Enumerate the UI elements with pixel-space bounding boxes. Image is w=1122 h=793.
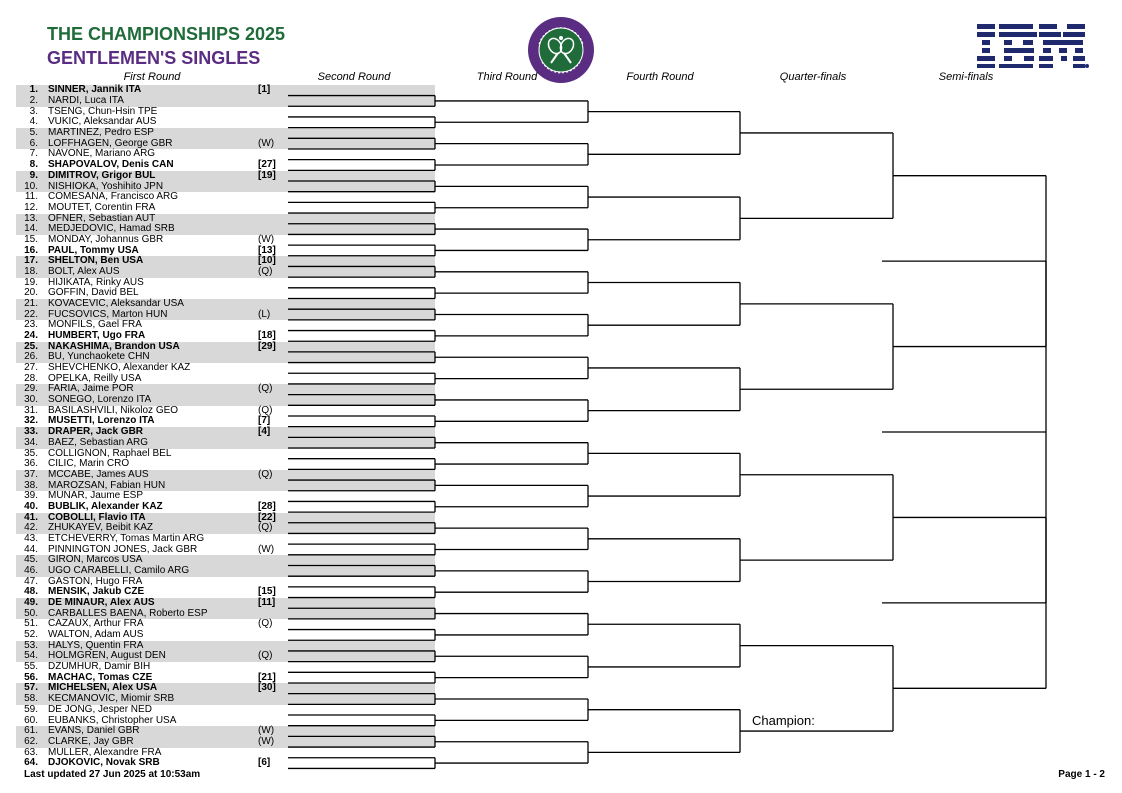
player-seed: (W) xyxy=(258,137,275,149)
ibm-logo-icon xyxy=(977,24,1089,68)
draw-position: 28. xyxy=(24,372,38,384)
draw-position: 36. xyxy=(24,458,38,470)
draw-position: 29. xyxy=(24,383,38,395)
draw-position: 14. xyxy=(24,223,38,235)
player-name: MUSETTI, Lorenzo ITA xyxy=(48,415,155,427)
player-name: MICHELSEN, Alex USA xyxy=(48,682,158,694)
draw-position: 16. xyxy=(24,244,38,256)
draw-position: 58. xyxy=(24,693,38,705)
player-name: DJOKOVIC, Novak SRB xyxy=(48,757,160,769)
player-name: CILIC, Marin CRO xyxy=(48,458,130,470)
draw-position: 30. xyxy=(24,394,38,406)
player-seed: [11] xyxy=(258,597,276,609)
player-name: BASILASHVILI, Nikoloz GEO xyxy=(48,404,179,416)
player-seed: [1] xyxy=(258,84,271,96)
player-name: NAVONE, Mariano ARG xyxy=(48,148,156,160)
draw-position: 54. xyxy=(24,650,38,662)
player-name: NARDI, Luca ITA xyxy=(48,95,124,107)
player-row xyxy=(16,171,435,182)
player-name: DE JONG, Jesper NED xyxy=(48,703,152,715)
player-seed: [18] xyxy=(258,330,276,342)
player-name: CARBALLES BAENA, Roberto ESP xyxy=(48,607,208,619)
player-name: TSENG, Chun-Hsin TPE xyxy=(48,105,158,117)
player-name: ZHUKAYEV, Beibit KAZ xyxy=(48,522,154,534)
draw-position: 37. xyxy=(24,468,38,480)
player-name: HALYS, Quentin FRA xyxy=(48,639,144,651)
draw-position: 1. xyxy=(29,84,38,96)
player-name: KECMANOVIC, Miomir SRB xyxy=(48,693,175,705)
player-seed: (Q) xyxy=(258,468,273,480)
draw-position: 43. xyxy=(24,532,38,544)
player-name: COBOLLI, Flavio ITA xyxy=(48,511,146,523)
draw-position: 27. xyxy=(24,362,38,374)
player-name: DRAPER, Jack GBR xyxy=(48,426,144,438)
player-name: UGO CARABELLI, Camilo ARG xyxy=(48,565,190,576)
draw-position: 60. xyxy=(24,714,38,726)
player-name: PINNINGTON JONES, Jack GBR xyxy=(48,543,198,555)
draw-position: 44. xyxy=(24,543,38,555)
draw-position: 31. xyxy=(24,404,38,416)
player-name: NAKASHIMA, Brandon USA xyxy=(48,340,180,352)
draw-position: 13. xyxy=(24,212,38,224)
player-name: MULLER, Alexandre FRA xyxy=(48,746,162,758)
player-row xyxy=(16,203,435,214)
player-row xyxy=(16,758,435,769)
player-name: SONEGO, Lorenzo ITA xyxy=(48,394,152,406)
round-header-quarterfinals: Quarter-finals xyxy=(779,71,847,83)
player-name: GIRON, Marcos USA xyxy=(48,554,143,566)
player-name: OFNER, Sebastian AUT xyxy=(48,212,156,224)
player-name: MENSIK, Jakub CZE xyxy=(48,586,145,598)
draw-position: 17. xyxy=(24,255,38,267)
player-name: DE MINAUR, Alex AUS xyxy=(48,597,155,609)
player-name: MAROZSAN, Fabian HUN xyxy=(48,479,166,491)
draw-position: 24. xyxy=(24,330,38,342)
draw-position: 46. xyxy=(24,565,38,576)
draw-position: 34. xyxy=(24,436,38,448)
draw-position: 38. xyxy=(24,479,38,491)
draw-position: 8. xyxy=(29,159,38,171)
player-seed: [19] xyxy=(258,169,276,181)
player-seed: [22] xyxy=(258,511,276,523)
draw-position: 59. xyxy=(24,703,38,715)
player-name: SHEVCHENKO, Alexander KAZ xyxy=(48,362,191,374)
draw-position: 25. xyxy=(24,340,38,352)
draw-position: 62. xyxy=(24,735,38,747)
player-row xyxy=(16,470,435,481)
draw-position: 35. xyxy=(24,447,38,459)
player-seed: [28] xyxy=(258,500,276,512)
player-seed: [15] xyxy=(258,586,276,598)
player-name: MUNAR, Jaume ESP xyxy=(48,490,144,502)
player-name: BOLT, Alex AUS xyxy=(48,265,120,277)
player-name: EUBANKS, Christopher USA xyxy=(48,714,177,726)
player-name: COMESANA, Francisco ARG xyxy=(48,191,179,203)
player-name: DZUMHUR, Damir BIH xyxy=(48,661,151,673)
draw-position: 20. xyxy=(24,287,38,299)
draw-position: 61. xyxy=(24,725,38,737)
player-seed: [21] xyxy=(258,671,276,683)
player-name: LOFFHAGEN, George GBR xyxy=(48,137,173,149)
draw-position: 32. xyxy=(24,415,38,427)
draw-position: 56. xyxy=(24,671,38,683)
player-name: MONFILS, Gael FRA xyxy=(48,319,142,331)
draw-position: 63. xyxy=(24,746,38,758)
player-name: HUMBERT, Ugo FRA xyxy=(48,330,146,342)
player-name: GASTON, Hugo FRA xyxy=(48,575,143,587)
page-number: Page 1 - 2 xyxy=(1058,769,1105,780)
draw-position: 50. xyxy=(24,607,38,619)
player-seed: (Q) xyxy=(258,404,273,416)
draw-position: 26. xyxy=(24,351,38,363)
draw-position: 22. xyxy=(24,308,38,320)
player-name: DIMITROV, Grigor BUL xyxy=(48,169,156,181)
player-seed: (Q) xyxy=(258,618,273,630)
event-title: GENTLEMEN'S SINGLES xyxy=(47,48,261,68)
draw-position: 53. xyxy=(24,639,38,651)
player-name: COLLIGNON, Raphael BEL xyxy=(48,447,172,459)
player-name: CAZAUX, Arthur FRA xyxy=(48,618,144,630)
player-seed: [4] xyxy=(258,426,271,438)
champion-label: Champion: xyxy=(752,713,815,728)
player-seed: [6] xyxy=(258,757,271,769)
player-name: PAUL, Tommy USA xyxy=(48,244,139,256)
draw-position: 9. xyxy=(29,169,38,181)
player-name: BU, Yunchaokete CHN xyxy=(48,351,150,363)
player-name: MEDJEDOVIC, Hamad SRB xyxy=(48,223,175,235)
draw-position: 10. xyxy=(24,180,38,192)
draw-position: 41. xyxy=(24,511,38,523)
player-seed: (Q) xyxy=(258,383,273,395)
player-name: MARTINEZ, Pedro ESP xyxy=(48,127,154,139)
draw-position: 7. xyxy=(29,148,38,160)
player-name: OPELKA, Reilly USA xyxy=(48,372,142,384)
player-name: FUCSOVICS, Marton HUN xyxy=(48,308,168,320)
player-name: CLARKE, Jay GBR xyxy=(48,735,134,747)
player-name: FARIA, Jaime POR xyxy=(48,383,134,395)
draw-position: 33. xyxy=(24,426,38,438)
player-seed: (Q) xyxy=(258,265,273,277)
draw-position: 39. xyxy=(24,490,38,502)
player-seed: [13] xyxy=(258,244,276,256)
player-row xyxy=(16,438,435,449)
draw-position: 51. xyxy=(24,618,38,630)
player-seed: (Q) xyxy=(258,522,273,534)
draw-position: 5. xyxy=(29,127,38,139)
draw-position: 52. xyxy=(24,629,38,641)
player-row xyxy=(16,502,435,513)
player-name: MOUTET, Corentin FRA xyxy=(48,201,156,213)
player-name: VUKIC, Aleksandar AUS xyxy=(48,116,157,128)
draw-position: 12. xyxy=(24,201,38,213)
player-name: EVANS, Daniel GBR xyxy=(48,725,140,737)
player-row xyxy=(16,737,435,748)
player-seed: (W) xyxy=(258,233,275,245)
player-name: WALTON, Adam AUS xyxy=(48,629,144,641)
player-seed: [29] xyxy=(258,340,276,352)
player-name: NISHIOKA, Yoshihito JPN xyxy=(48,180,164,192)
draw-position: 45. xyxy=(24,554,38,566)
player-name: BAEZ, Sebastian ARG xyxy=(48,436,149,448)
round-header-semifinals: Semi-finals xyxy=(938,71,994,83)
draw-position: 49. xyxy=(24,597,38,609)
tournament-title: THE CHAMPIONSHIPS 2025 xyxy=(47,24,286,44)
player-seed: [27] xyxy=(258,159,276,171)
player-name: HOLMGREN, August DEN xyxy=(48,650,166,662)
player-name: ETCHEVERRY, Tomas Martin ARG xyxy=(48,532,205,544)
draw-position: 6. xyxy=(29,137,38,149)
draw-position: 48. xyxy=(24,586,38,598)
round-header-first: First Round xyxy=(123,71,181,83)
player-name: SINNER, Jannik ITA xyxy=(48,84,142,96)
draw-position: 47. xyxy=(24,575,38,587)
round-header-fourth: Fourth Round xyxy=(626,71,694,83)
round-header-second: Second Round xyxy=(317,71,391,83)
player-seed: (W) xyxy=(258,543,275,555)
player-name: BUBLIK, Alexander KAZ xyxy=(48,500,163,512)
player-row xyxy=(16,235,435,246)
draw-position: 42. xyxy=(24,522,38,534)
player-seed: [10] xyxy=(258,255,276,267)
draw-position: 3. xyxy=(29,105,38,117)
draw-position: 21. xyxy=(24,298,38,309)
player-row xyxy=(16,705,435,716)
player-seed: [7] xyxy=(258,415,271,427)
player-name: SHAPOVALOV, Denis CAN xyxy=(48,159,174,171)
draw-position: 40. xyxy=(24,500,38,512)
player-seed: (W) xyxy=(258,725,275,737)
draw-position: 19. xyxy=(24,276,38,288)
player-seed: (L) xyxy=(258,308,271,320)
draw-position: 55. xyxy=(24,661,38,673)
player-seed: (Q) xyxy=(258,650,273,662)
player-name: HIJIKATA, Rinky AUS xyxy=(48,276,144,288)
player-name: MACHAC, Tomas CZE xyxy=(48,671,153,683)
player-name: MONDAY, Johannus GBR xyxy=(48,233,164,245)
player-seed: (W) xyxy=(258,735,275,747)
round-header-third: Third Round xyxy=(476,71,538,83)
draw-position: 2. xyxy=(29,95,38,107)
draw-position: 64. xyxy=(24,757,38,769)
player-name: KOVACEVIC, Aleksandar USA xyxy=(48,298,184,309)
draw-position: 15. xyxy=(24,233,38,245)
draw-position: 18. xyxy=(24,265,38,277)
player-seed: [30] xyxy=(258,682,276,694)
player-name: MCCABE, James AUS xyxy=(48,468,149,480)
draw-position: 23. xyxy=(24,319,38,331)
player-name: GOFFIN, David BEL xyxy=(48,287,139,299)
draw-position: 11. xyxy=(24,191,38,203)
last-updated-text: Last updated 27 Jun 2025 at 10:53am xyxy=(24,769,201,780)
draw-position: 57. xyxy=(24,682,38,694)
draw-position: 4. xyxy=(29,116,38,128)
player-name: SHELTON, Ben USA xyxy=(48,255,144,267)
